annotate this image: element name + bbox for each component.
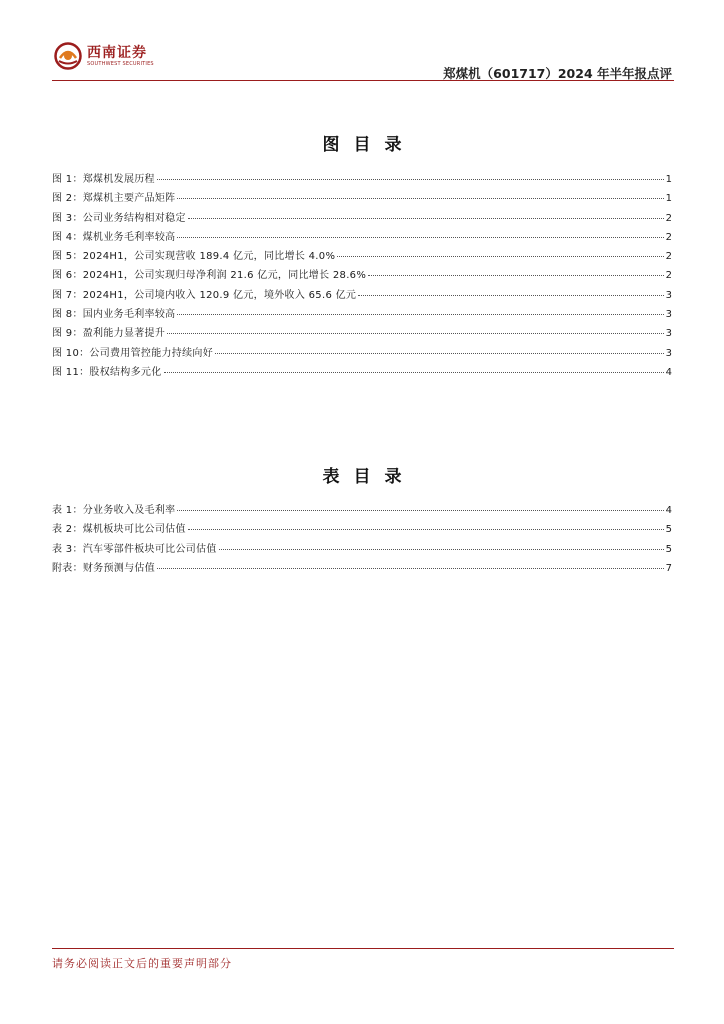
toc-entry[interactable]: [52, 247, 672, 266]
toc-dot-leader: [358, 295, 663, 296]
toc-entry-label[interactable]: 图 7：2024H1，公司境内收入 120.9 亿元，境外收入 65.6 亿元: [52, 289, 357, 301]
toc-entry-label[interactable]: 图 5：2024H1，公司实现营收 189.4 亿元，同比增长 4.0%: [52, 251, 336, 263]
toc-entry-page-number[interactable]: 3: [665, 347, 672, 359]
toc-entry-label[interactable]: 图 1：郑煤机发展历程: [52, 174, 155, 185]
toc-entry-page-number[interactable]: 7: [665, 562, 672, 574]
footer-disclaimer: 请务必阅读正文后的重要声明部分: [52, 957, 232, 970]
tables-toc: [52, 501, 672, 578]
toc-entry-page-number[interactable]: 3: [665, 289, 672, 301]
page-footer: [52, 948, 674, 971]
toc-entry[interactable]: [52, 344, 672, 363]
toc-dot-leader: [177, 237, 663, 238]
toc-entry[interactable]: [52, 286, 672, 305]
toc-entry[interactable]: [52, 559, 672, 578]
toc-entry-label[interactable]: 图 2：郑煤机主要产品矩阵: [52, 193, 176, 205]
toc-entry[interactable]: [52, 324, 672, 343]
toc-entry-label[interactable]: 图 11：股权结构多元化: [52, 366, 162, 378]
toc-dot-leader: [164, 372, 664, 373]
toc-entry[interactable]: [52, 501, 672, 520]
toc-entry-page-number[interactable]: 1: [665, 193, 672, 205]
toc-entry-label[interactable]: 表 3：汽车零部件板块可比公司估值: [52, 543, 217, 555]
toc-entry[interactable]: [52, 266, 672, 285]
toc-dot-leader: [215, 353, 664, 354]
toc-entry-label[interactable]: 图 9：盈利能力显著提升: [52, 328, 166, 340]
figures-toc-title: 图目录: [322, 135, 416, 155]
figures-toc: [52, 170, 672, 382]
toc-dot-leader: [188, 218, 664, 219]
toc-dot-leader: [368, 275, 663, 276]
toc-dot-leader: [157, 179, 664, 180]
toc-dot-leader: [177, 510, 663, 511]
toc-entry-page-number[interactable]: 5: [665, 543, 672, 555]
toc-entry[interactable]: [52, 209, 672, 228]
toc-entry[interactable]: [52, 189, 672, 208]
toc-entry-label[interactable]: 图 3：公司业务结构相对稳定: [52, 212, 186, 224]
toc-entry-label[interactable]: 图 10：公司费用管控能力持续向好: [52, 347, 214, 359]
toc-entry-label[interactable]: 图 4：煤机业务毛利率较高: [52, 231, 176, 243]
toc-dot-leader: [167, 333, 663, 334]
toc-entry[interactable]: [52, 170, 672, 189]
toc-entry-page-number[interactable]: 2: [665, 251, 672, 263]
toc-entry[interactable]: [52, 228, 672, 247]
toc-entry[interactable]: [52, 363, 672, 382]
toc-entry-page-number[interactable]: 3: [665, 309, 672, 321]
toc-entry-label[interactable]: 表 1：分业务收入及毛利率: [52, 505, 176, 516]
toc-entry[interactable]: [52, 305, 672, 324]
toc-entry-page-number[interactable]: 5: [665, 524, 672, 536]
toc-dot-leader: [337, 256, 663, 257]
toc-entry-label[interactable]: 表 2：煤机板块可比公司估值: [52, 524, 186, 536]
toc-entry-page-number[interactable]: 1: [665, 174, 672, 185]
logo-english-name: SOUTHWEST SECURITIES: [87, 60, 154, 67]
toc-entry-page-number[interactable]: 2: [665, 212, 672, 224]
toc-entry-page-number[interactable]: 3: [665, 328, 672, 340]
report-title: 郑煤机（601717）2024 年半年报点评: [443, 66, 672, 81]
toc-entry-page-number[interactable]: 4: [665, 366, 672, 378]
toc-dot-leader: [177, 198, 663, 199]
toc-entry[interactable]: [52, 540, 672, 559]
logo-emblem-icon: [54, 42, 82, 70]
toc-entry-page-number[interactable]: 2: [665, 270, 672, 282]
company-logo: [54, 42, 154, 70]
toc-entry-label[interactable]: 附表：财务预测与估值: [52, 562, 155, 574]
toc-entry-label[interactable]: 图 8：国内业务毛利率较高: [52, 309, 176, 321]
toc-entry[interactable]: [52, 520, 672, 539]
tables-toc-title: 表目录: [322, 467, 416, 487]
toc-dot-leader: [219, 549, 664, 550]
toc-entry-page-number[interactable]: 2: [665, 231, 672, 243]
toc-entry-label[interactable]: 图 6：2024H1，公司实现归母净利润 21.6 亿元，同比增长 28.6%: [52, 270, 367, 282]
page-header: [52, 40, 674, 81]
logo-chinese-name: 西南证券: [87, 44, 147, 61]
toc-dot-leader: [188, 529, 664, 530]
toc-entry-page-number[interactable]: 4: [665, 505, 672, 516]
toc-dot-leader: [157, 568, 664, 569]
toc-dot-leader: [177, 314, 663, 315]
